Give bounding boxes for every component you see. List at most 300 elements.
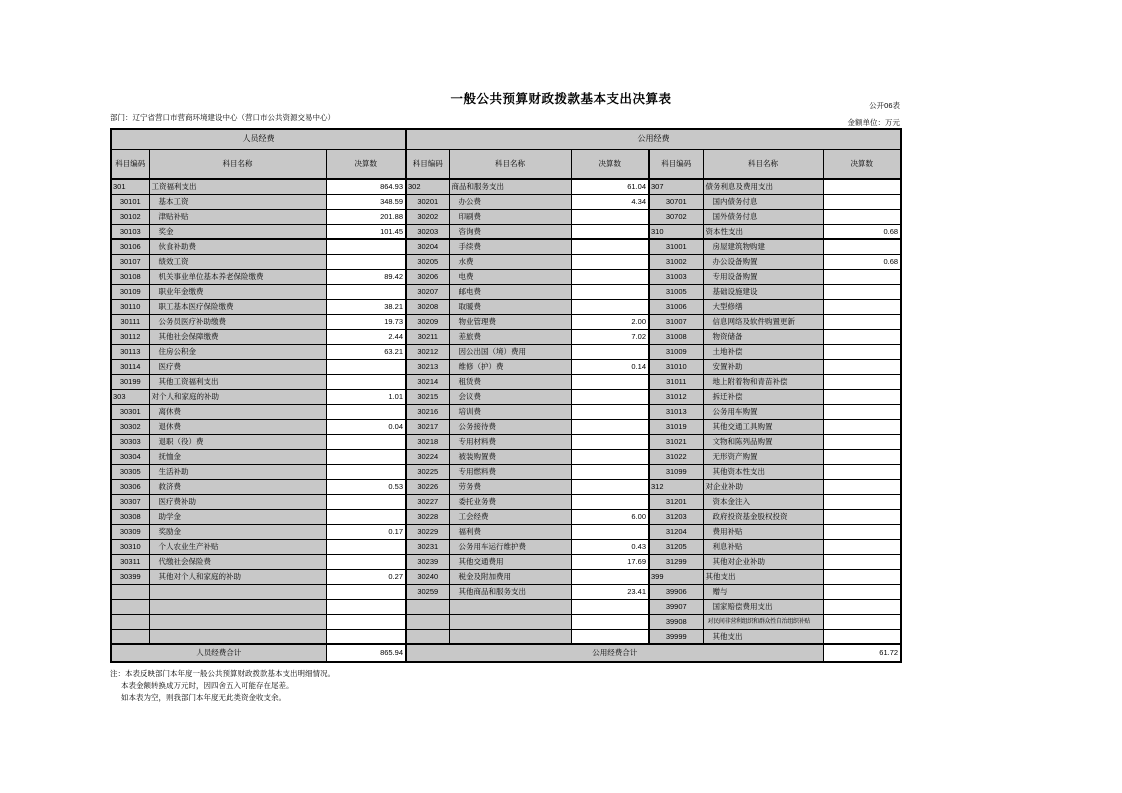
amount-cell: 0.14 bbox=[571, 359, 649, 374]
subject-name-cell: 劳务费 bbox=[449, 479, 571, 494]
subject-name-cell: 住房公积金 bbox=[149, 344, 326, 359]
amount-cell bbox=[823, 509, 901, 524]
group-header: 人员经费 bbox=[111, 129, 406, 149]
subject-name-cell: 基本工资 bbox=[149, 194, 326, 209]
subject-code-cell: 30301 bbox=[111, 404, 149, 419]
subject-name-cell: 差旅费 bbox=[449, 329, 571, 344]
amount-cell bbox=[823, 299, 901, 314]
subject-name-cell: 国外债务付息 bbox=[703, 209, 823, 224]
amount-cell: 0.27 bbox=[326, 569, 406, 584]
amount-cell bbox=[571, 599, 649, 614]
amount-cell: 348.59 bbox=[326, 194, 406, 209]
amount-cell bbox=[571, 269, 649, 284]
subject-name-cell: 印刷费 bbox=[449, 209, 571, 224]
amount-cell bbox=[326, 494, 406, 509]
amount-cell bbox=[571, 284, 649, 299]
subject-code-cell: 31099 bbox=[649, 464, 703, 479]
subject-code-cell: 307 bbox=[649, 179, 703, 194]
amount-cell bbox=[823, 359, 901, 374]
subject-code-cell: 31012 bbox=[649, 389, 703, 404]
subject-code-cell: 30304 bbox=[111, 449, 149, 464]
subject-name-cell: 工资福利支出 bbox=[149, 179, 326, 194]
amount-cell: 63.21 bbox=[326, 344, 406, 359]
subject-code-cell: 31003 bbox=[649, 269, 703, 284]
subject-code-cell bbox=[406, 599, 449, 614]
subject-code-cell: 31007 bbox=[649, 314, 703, 329]
public-total-value: 61.72 bbox=[823, 644, 901, 662]
amount-cell bbox=[823, 194, 901, 209]
amount-cell bbox=[823, 389, 901, 404]
subject-code-cell: 30111 bbox=[111, 314, 149, 329]
subject-name-cell: 公务员医疗补助缴费 bbox=[149, 314, 326, 329]
amount-cell bbox=[571, 299, 649, 314]
subject-code-cell: 31204 bbox=[649, 524, 703, 539]
subject-name-cell: 培训费 bbox=[449, 404, 571, 419]
subject-code-cell: 30205 bbox=[406, 254, 449, 269]
subject-code-cell: 30203 bbox=[406, 224, 449, 239]
table-head bbox=[111, 129, 901, 179]
totals-row bbox=[111, 644, 901, 662]
subject-code-cell: 30208 bbox=[406, 299, 449, 314]
subject-name-cell: 政府投资基金股权投资 bbox=[703, 509, 823, 524]
table-row bbox=[111, 599, 901, 614]
subject-name-cell: 电费 bbox=[449, 269, 571, 284]
subject-name-cell: 其他支出 bbox=[703, 629, 823, 644]
subject-name-cell: 助学金 bbox=[149, 509, 326, 524]
table-row bbox=[111, 449, 901, 464]
subject-name-cell: 其他支出 bbox=[703, 569, 823, 584]
subject-name-cell: 手续费 bbox=[449, 239, 571, 254]
column-header: 科目编码 bbox=[406, 149, 449, 179]
table-row bbox=[111, 539, 901, 554]
amount-cell bbox=[823, 269, 901, 284]
amount-cell bbox=[571, 374, 649, 389]
subject-name-cell: 无形资产购置 bbox=[703, 449, 823, 464]
subject-name-cell: 办公费 bbox=[449, 194, 571, 209]
table-row bbox=[111, 254, 901, 269]
amount-cell bbox=[326, 509, 406, 524]
amount-cell bbox=[326, 374, 406, 389]
subject-code-cell: 30306 bbox=[111, 479, 149, 494]
table-row bbox=[111, 239, 901, 254]
subject-code-cell: 31010 bbox=[649, 359, 703, 374]
basic-expenditure-table bbox=[110, 128, 902, 663]
subject-name-cell: 信息网络及软件购置更新 bbox=[703, 314, 823, 329]
amount-cell: 201.88 bbox=[326, 209, 406, 224]
amount-cell bbox=[823, 284, 901, 299]
column-header: 科目名称 bbox=[149, 149, 326, 179]
amount-cell bbox=[823, 449, 901, 464]
subject-name-cell: 咨询费 bbox=[449, 224, 571, 239]
table-row bbox=[111, 179, 901, 194]
table-row bbox=[111, 569, 901, 584]
subject-code-cell: 399 bbox=[649, 569, 703, 584]
subject-name-cell: 物资储备 bbox=[703, 329, 823, 344]
amount-cell bbox=[823, 614, 901, 629]
amount-cell: 0.53 bbox=[326, 479, 406, 494]
subject-name-cell: 伙食补助费 bbox=[149, 239, 326, 254]
amount-cell bbox=[326, 629, 406, 644]
subject-code-cell: 30102 bbox=[111, 209, 149, 224]
subject-name-cell: 代缴社会保险费 bbox=[149, 554, 326, 569]
amount-cell bbox=[571, 434, 649, 449]
subject-name-cell bbox=[149, 584, 326, 599]
subject-code-cell: 30110 bbox=[111, 299, 149, 314]
table-row bbox=[111, 419, 901, 434]
subject-name-cell: 大型修缮 bbox=[703, 299, 823, 314]
subject-code-cell: 31019 bbox=[649, 419, 703, 434]
subject-name-cell: 福利费 bbox=[449, 524, 571, 539]
amount-cell bbox=[823, 314, 901, 329]
amount-cell bbox=[571, 419, 649, 434]
subject-code-cell: 30201 bbox=[406, 194, 449, 209]
subject-name-cell: 抚恤金 bbox=[149, 449, 326, 464]
amount-cell: 38.21 bbox=[326, 299, 406, 314]
amount-cell bbox=[823, 599, 901, 614]
amount-cell bbox=[571, 224, 649, 239]
amount-cell bbox=[823, 584, 901, 599]
subject-code-cell: 30214 bbox=[406, 374, 449, 389]
subject-code-cell: 30310 bbox=[111, 539, 149, 554]
personnel-total-value: 865.94 bbox=[326, 644, 406, 662]
subject-name-cell: 其他对企业补助 bbox=[703, 554, 823, 569]
subject-code-cell bbox=[406, 629, 449, 644]
amount-cell bbox=[571, 209, 649, 224]
subject-name-cell: 个人农业生产补贴 bbox=[149, 539, 326, 554]
subject-name-cell: 奖励金 bbox=[149, 524, 326, 539]
subject-name-cell bbox=[149, 614, 326, 629]
table-row bbox=[111, 584, 901, 599]
subject-code-cell: 30209 bbox=[406, 314, 449, 329]
subject-code-cell: 30204 bbox=[406, 239, 449, 254]
table-row bbox=[111, 464, 901, 479]
amount-cell: 0.68 bbox=[823, 254, 901, 269]
amount-cell: 2.44 bbox=[326, 329, 406, 344]
amount-cell: 0.17 bbox=[326, 524, 406, 539]
subject-name-cell: 专用材料费 bbox=[449, 434, 571, 449]
subject-name-cell: 救济费 bbox=[149, 479, 326, 494]
subject-name-cell: 维修（护）费 bbox=[449, 359, 571, 374]
column-header: 决算数 bbox=[571, 149, 649, 179]
group-header-row bbox=[111, 129, 901, 149]
subject-name-cell: 对民间非营利组织和群众性自治组织补贴 bbox=[703, 614, 823, 629]
subject-code-cell: 30101 bbox=[111, 194, 149, 209]
subject-code-cell: 30109 bbox=[111, 284, 149, 299]
subject-code-cell: 31021 bbox=[649, 434, 703, 449]
amount-cell bbox=[823, 629, 901, 644]
subject-code-cell: 30114 bbox=[111, 359, 149, 374]
subject-name-cell: 其他对个人和家庭的补助 bbox=[149, 569, 326, 584]
subject-code-cell: 30225 bbox=[406, 464, 449, 479]
column-header-row bbox=[111, 149, 901, 179]
subject-code-cell: 39999 bbox=[649, 629, 703, 644]
department-label: 部门：辽宁省营口市营商环境建设中心（营口市公共资源交易中心） bbox=[110, 113, 335, 122]
subject-code-cell: 30217 bbox=[406, 419, 449, 434]
subject-code-cell: 30399 bbox=[111, 569, 149, 584]
table-row bbox=[111, 479, 901, 494]
subject-code-cell: 30224 bbox=[406, 449, 449, 464]
subject-name-cell: 资本性支出 bbox=[703, 224, 823, 239]
subject-name-cell: 公务用车购置 bbox=[703, 404, 823, 419]
subject-name-cell: 利息补贴 bbox=[703, 539, 823, 554]
subject-code-cell: 31002 bbox=[649, 254, 703, 269]
subject-code-cell: 30702 bbox=[649, 209, 703, 224]
subject-code-cell: 31008 bbox=[649, 329, 703, 344]
subject-code-cell: 30106 bbox=[111, 239, 149, 254]
subject-code-cell: 31201 bbox=[649, 494, 703, 509]
subject-name-cell bbox=[449, 614, 571, 629]
subject-name-cell: 委托业务费 bbox=[449, 494, 571, 509]
subject-name-cell: 房屋建筑物购建 bbox=[703, 239, 823, 254]
note-line: 注：本表反映部门本年度一般公共预算财政拨款基本支出明细情况。 bbox=[110, 669, 335, 678]
subject-name-cell bbox=[149, 599, 326, 614]
amount-cell bbox=[823, 374, 901, 389]
amount-cell bbox=[571, 464, 649, 479]
table-body bbox=[111, 179, 901, 662]
subject-name-cell: 费用补贴 bbox=[703, 524, 823, 539]
subject-name-cell: 绩效工资 bbox=[149, 254, 326, 269]
subject-name-cell: 办公设备购置 bbox=[703, 254, 823, 269]
subject-name-cell: 文物和陈列品购置 bbox=[703, 434, 823, 449]
amount-cell: 2.00 bbox=[571, 314, 649, 329]
note-line: 本表金额转换成万元时，因四舍五入可能存在尾差。 bbox=[121, 681, 294, 690]
subject-code-cell: 39907 bbox=[649, 599, 703, 614]
subject-code-cell bbox=[111, 629, 149, 644]
amount-cell: 101.45 bbox=[326, 224, 406, 239]
subject-code-cell: 30112 bbox=[111, 329, 149, 344]
table-row bbox=[111, 629, 901, 644]
amount-cell bbox=[823, 554, 901, 569]
amount-cell bbox=[326, 239, 406, 254]
amount-cell bbox=[823, 344, 901, 359]
amount-unit-label: 金额单位：万元 bbox=[847, 118, 900, 127]
amount-cell bbox=[571, 404, 649, 419]
amount-cell bbox=[823, 434, 901, 449]
personnel-total-label: 人员经费合计 bbox=[111, 644, 326, 662]
subject-name-cell: 土地补偿 bbox=[703, 344, 823, 359]
table-row bbox=[111, 224, 901, 239]
table-row bbox=[111, 374, 901, 389]
group-header: 公用经费 bbox=[406, 129, 901, 149]
amount-cell bbox=[823, 404, 901, 419]
amount-cell: 19.73 bbox=[326, 314, 406, 329]
column-header: 决算数 bbox=[823, 149, 901, 179]
subject-name-cell: 地上附着物和青苗补偿 bbox=[703, 374, 823, 389]
subject-code-cell: 30303 bbox=[111, 434, 149, 449]
amount-cell bbox=[823, 479, 901, 494]
subject-name-cell: 公务接待费 bbox=[449, 419, 571, 434]
table-row bbox=[111, 209, 901, 224]
table-row bbox=[111, 524, 901, 539]
amount-cell bbox=[571, 389, 649, 404]
subject-code-cell: 30302 bbox=[111, 419, 149, 434]
subject-name-cell: 医疗费 bbox=[149, 359, 326, 374]
subject-code-cell: 30701 bbox=[649, 194, 703, 209]
subject-name-cell: 因公出国（境）费用 bbox=[449, 344, 571, 359]
table-row bbox=[111, 284, 901, 299]
amount-cell bbox=[571, 239, 649, 254]
amount-cell bbox=[571, 344, 649, 359]
subject-code-cell: 30212 bbox=[406, 344, 449, 359]
subject-code-cell: 31009 bbox=[649, 344, 703, 359]
subject-name-cell: 其他社会保障缴费 bbox=[149, 329, 326, 344]
amount-cell: 0.43 bbox=[571, 539, 649, 554]
table-row bbox=[111, 314, 901, 329]
amount-cell bbox=[823, 239, 901, 254]
amount-cell bbox=[326, 359, 406, 374]
table-row bbox=[111, 269, 901, 284]
subject-name-cell: 专用燃料费 bbox=[449, 464, 571, 479]
subject-name-cell: 商品和服务支出 bbox=[449, 179, 571, 194]
amount-cell: 17.69 bbox=[571, 554, 649, 569]
subject-name-cell: 会议费 bbox=[449, 389, 571, 404]
subject-name-cell bbox=[449, 599, 571, 614]
subject-name-cell bbox=[149, 629, 326, 644]
amount-cell: 61.04 bbox=[571, 179, 649, 194]
table-row bbox=[111, 554, 901, 569]
table-row bbox=[111, 494, 901, 509]
subject-name-cell: 安置补助 bbox=[703, 359, 823, 374]
amount-cell bbox=[823, 524, 901, 539]
subject-code-cell: 30202 bbox=[406, 209, 449, 224]
subject-code-cell: 302 bbox=[406, 179, 449, 194]
amount-cell: 0.04 bbox=[326, 419, 406, 434]
subject-code-cell: 312 bbox=[649, 479, 703, 494]
subject-code-cell: 30207 bbox=[406, 284, 449, 299]
amount-cell bbox=[823, 209, 901, 224]
amount-cell bbox=[326, 464, 406, 479]
subject-code-cell bbox=[111, 614, 149, 629]
amount-cell bbox=[823, 464, 901, 479]
subject-name-cell: 其他交通费用 bbox=[449, 554, 571, 569]
subject-code-cell: 31006 bbox=[649, 299, 703, 314]
subject-code-cell: 31299 bbox=[649, 554, 703, 569]
subject-code-cell: 30231 bbox=[406, 539, 449, 554]
subject-name-cell: 其他资本性支出 bbox=[703, 464, 823, 479]
amount-cell bbox=[326, 614, 406, 629]
column-header: 科目编码 bbox=[111, 149, 149, 179]
amount-cell bbox=[571, 479, 649, 494]
amount-cell bbox=[823, 329, 901, 344]
subject-code-cell: 30240 bbox=[406, 569, 449, 584]
subject-code-cell: 30227 bbox=[406, 494, 449, 509]
subject-name-cell: 其他商品和服务支出 bbox=[449, 584, 571, 599]
table-row bbox=[111, 434, 901, 449]
table-row bbox=[111, 389, 901, 404]
subject-code-cell: 30107 bbox=[111, 254, 149, 269]
table-row bbox=[111, 359, 901, 374]
subject-name-cell: 邮电费 bbox=[449, 284, 571, 299]
subject-code-cell: 30199 bbox=[111, 374, 149, 389]
subject-name-cell: 国内债务付息 bbox=[703, 194, 823, 209]
amount-cell bbox=[571, 569, 649, 584]
subject-code-cell bbox=[406, 614, 449, 629]
public-total-label: 公用经费合计 bbox=[406, 644, 823, 662]
subject-code-cell: 31005 bbox=[649, 284, 703, 299]
amount-cell bbox=[823, 539, 901, 554]
subject-code-cell: 30211 bbox=[406, 329, 449, 344]
note-line: 如本表为空，则我部门本年度无此类资金收支余。 bbox=[121, 693, 286, 702]
table-row bbox=[111, 404, 901, 419]
subject-code-cell: 30218 bbox=[406, 434, 449, 449]
subject-code-cell: 30113 bbox=[111, 344, 149, 359]
subject-name-cell: 津贴补贴 bbox=[149, 209, 326, 224]
column-header: 科目名称 bbox=[703, 149, 823, 179]
subject-code-cell: 31022 bbox=[649, 449, 703, 464]
table-row bbox=[111, 614, 901, 629]
subject-code-cell: 30213 bbox=[406, 359, 449, 374]
amount-cell bbox=[326, 404, 406, 419]
subject-name-cell: 其他工资福利支出 bbox=[149, 374, 326, 389]
subject-code-cell: 31203 bbox=[649, 509, 703, 524]
table-row bbox=[111, 509, 901, 524]
amount-cell: 89.42 bbox=[326, 269, 406, 284]
subject-name-cell: 资本金注入 bbox=[703, 494, 823, 509]
subject-code-cell: 30305 bbox=[111, 464, 149, 479]
table-row bbox=[111, 329, 901, 344]
subject-name-cell: 工会经费 bbox=[449, 509, 571, 524]
subject-name-cell: 职工基本医疗保险缴费 bbox=[149, 299, 326, 314]
amount-cell bbox=[326, 254, 406, 269]
table-code-label: 公开06表 bbox=[869, 101, 900, 110]
subject-name-cell: 税金及附加费用 bbox=[449, 569, 571, 584]
column-header: 科目名称 bbox=[449, 149, 571, 179]
subject-code-cell: 30311 bbox=[111, 554, 149, 569]
subject-code-cell: 310 bbox=[649, 224, 703, 239]
subject-code-cell: 301 bbox=[111, 179, 149, 194]
amount-cell: 6.00 bbox=[571, 509, 649, 524]
subject-name-cell: 专用设备购置 bbox=[703, 269, 823, 284]
column-header: 科目编码 bbox=[649, 149, 703, 179]
subject-code-cell: 303 bbox=[111, 389, 149, 404]
subject-code-cell: 31011 bbox=[649, 374, 703, 389]
subject-name-cell: 机关事业单位基本养老保险缴费 bbox=[149, 269, 326, 284]
subject-name-cell: 职业年金缴费 bbox=[149, 284, 326, 299]
amount-cell bbox=[823, 494, 901, 509]
subject-code-cell: 30229 bbox=[406, 524, 449, 539]
subject-name-cell: 公务用车运行维护费 bbox=[449, 539, 571, 554]
subject-code-cell: 30307 bbox=[111, 494, 149, 509]
amount-cell bbox=[571, 449, 649, 464]
subject-code-cell: 30226 bbox=[406, 479, 449, 494]
amount-cell bbox=[326, 539, 406, 554]
amount-cell bbox=[326, 434, 406, 449]
subject-code-cell: 31013 bbox=[649, 404, 703, 419]
table-row bbox=[111, 194, 901, 209]
column-header: 决算数 bbox=[326, 149, 406, 179]
amount-cell bbox=[326, 599, 406, 614]
subject-name-cell: 取暖费 bbox=[449, 299, 571, 314]
subject-code-cell: 39906 bbox=[649, 584, 703, 599]
amount-cell: 1.01 bbox=[326, 389, 406, 404]
subject-name-cell: 退职（役）费 bbox=[149, 434, 326, 449]
subject-name-cell: 离休费 bbox=[149, 404, 326, 419]
subject-code-cell: 30103 bbox=[111, 224, 149, 239]
subject-code-cell: 31205 bbox=[649, 539, 703, 554]
amount-cell bbox=[571, 494, 649, 509]
table-row bbox=[111, 299, 901, 314]
subject-code-cell: 39908 bbox=[649, 614, 703, 629]
amount-cell: 23.41 bbox=[571, 584, 649, 599]
subject-code-cell: 30308 bbox=[111, 509, 149, 524]
amount-cell bbox=[326, 584, 406, 599]
amount-cell bbox=[326, 554, 406, 569]
amount-cell: 864.93 bbox=[326, 179, 406, 194]
subject-code-cell: 30228 bbox=[406, 509, 449, 524]
amount-cell bbox=[823, 419, 901, 434]
subject-name-cell: 物业管理费 bbox=[449, 314, 571, 329]
subject-code-cell: 30309 bbox=[111, 524, 149, 539]
